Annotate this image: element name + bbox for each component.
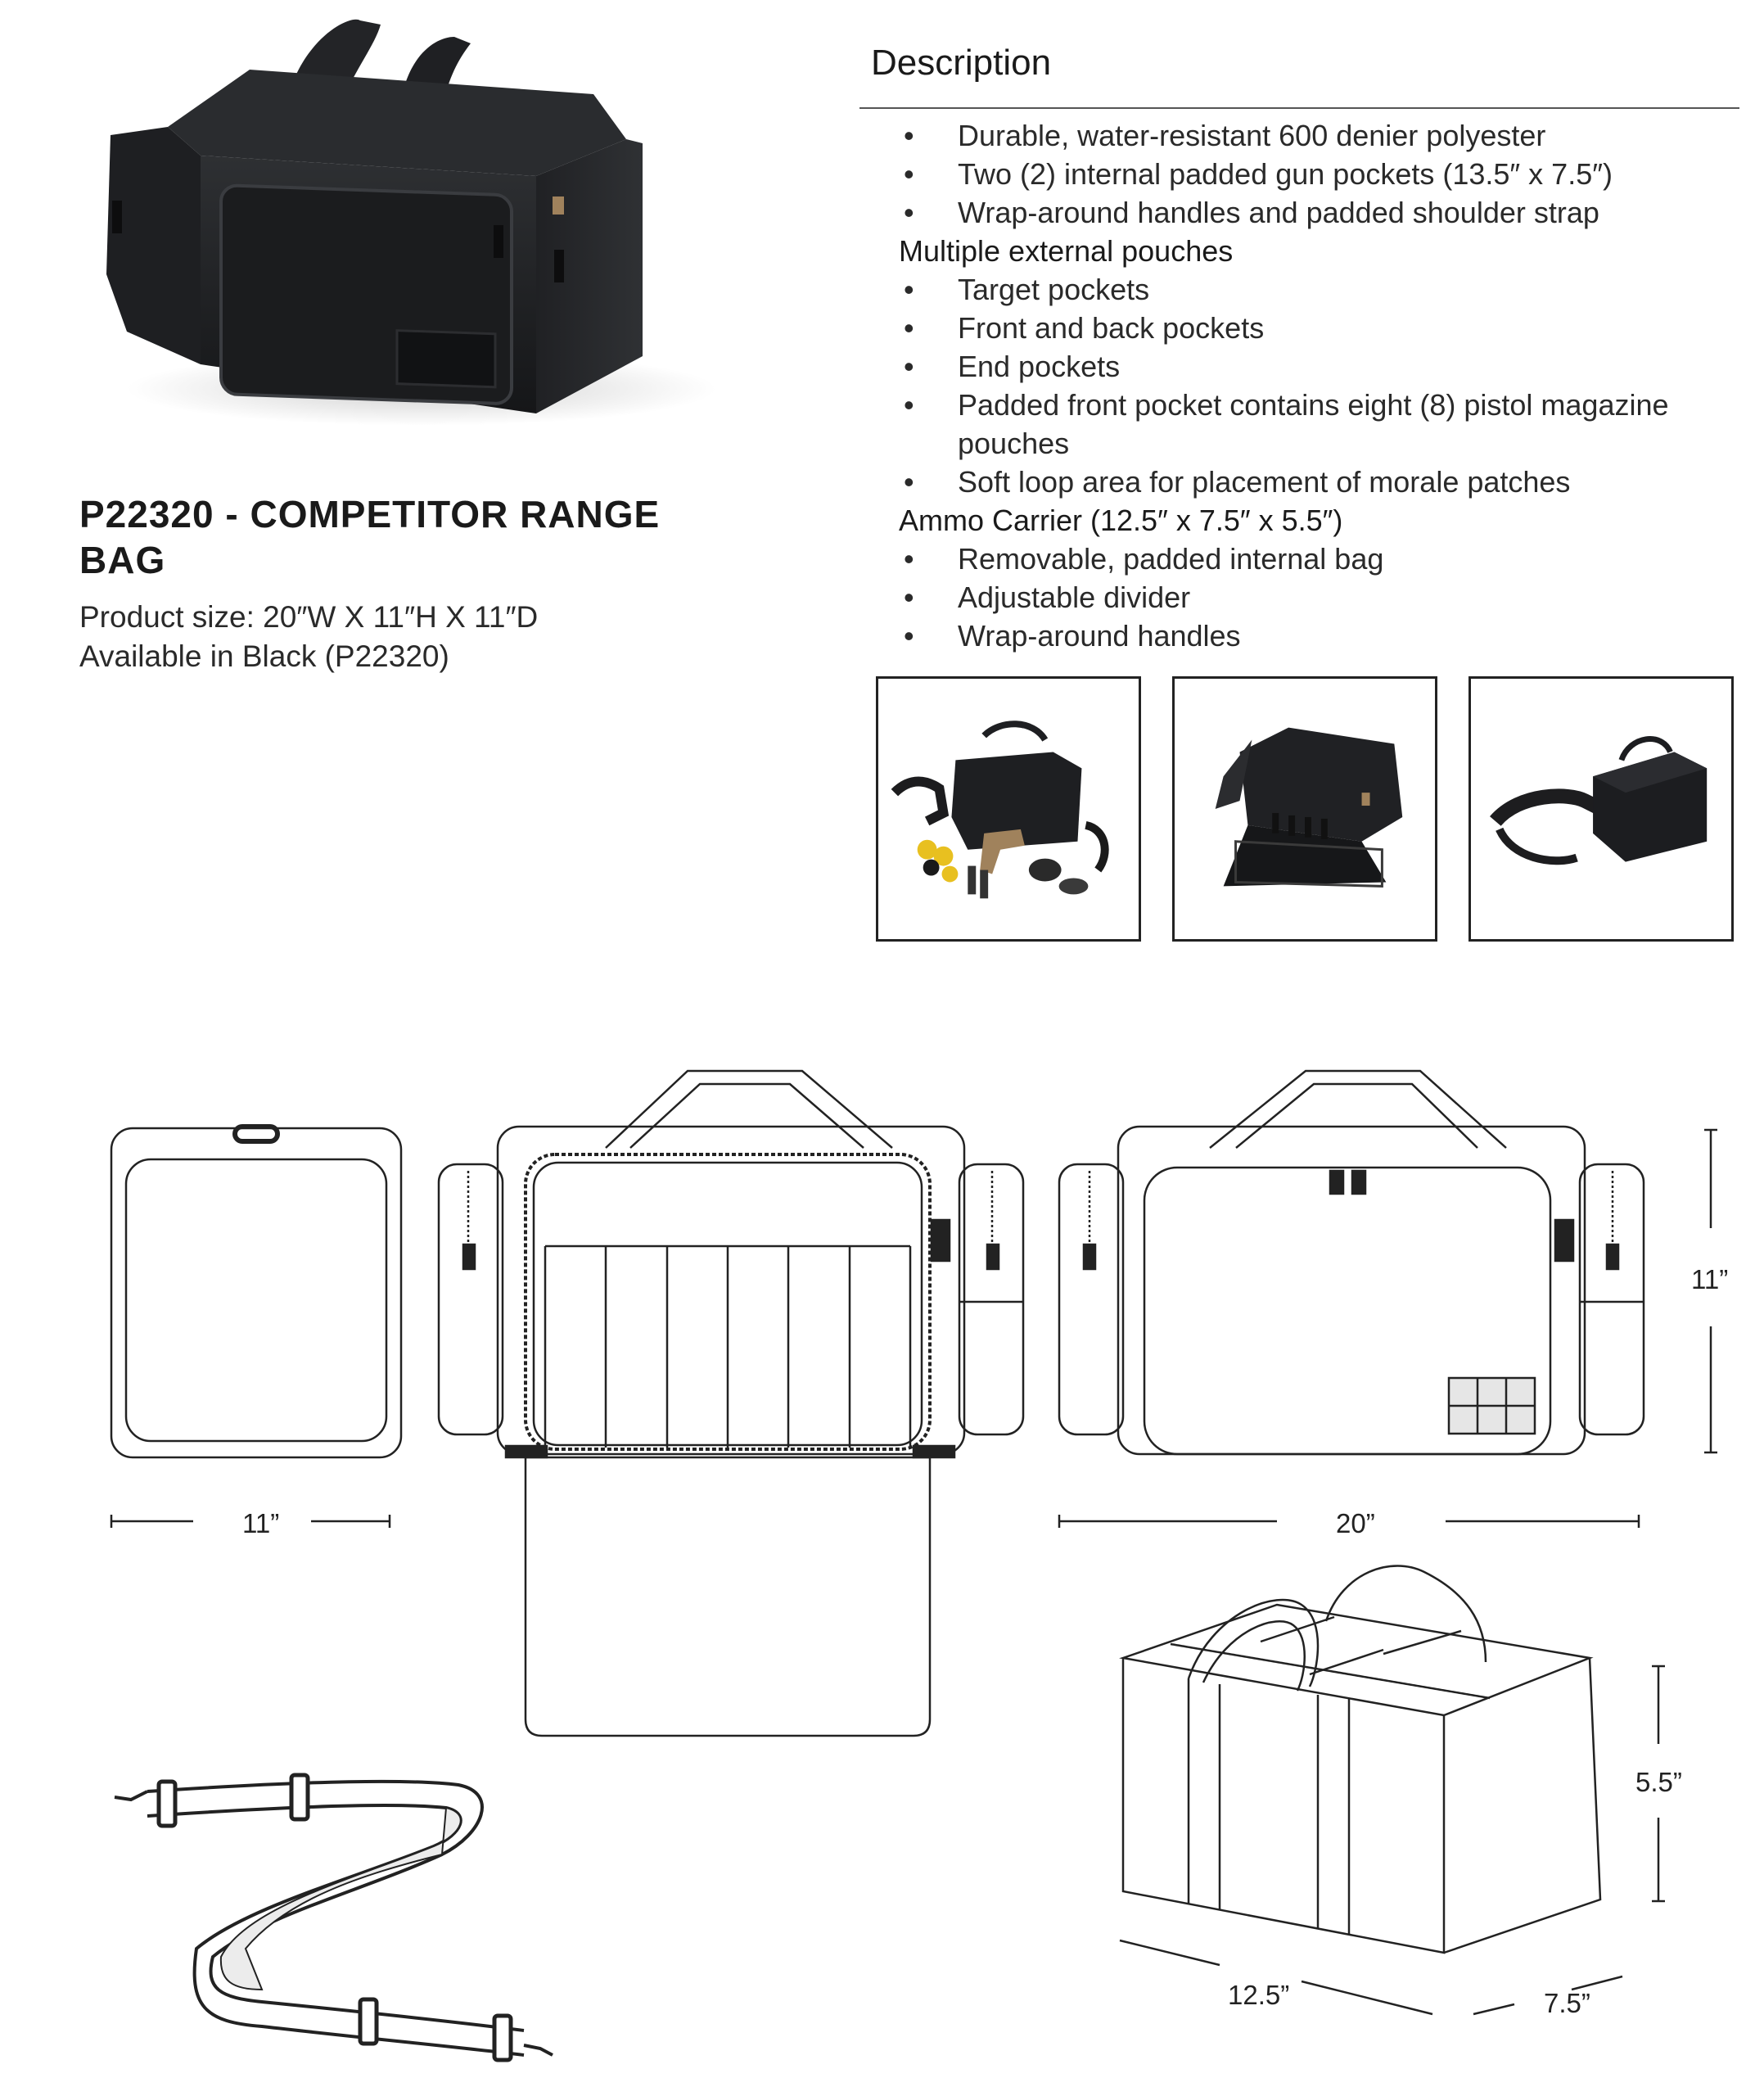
description-bullet-item [899,270,1717,309]
description-item-text: Soft loop area for placement of morale patches [958,465,1571,499]
description-subheading [899,501,1717,540]
front-closed-view-drawing [1059,1071,1644,1454]
bullet-icon: • [904,619,914,653]
bullet-icon: • [904,196,914,229]
shoulder-strap-drawing [115,1775,553,2060]
thumbnail-accessories [876,676,1141,942]
description-item-text: Target pockets [958,273,1150,306]
side-view-drawing [111,1127,401,1457]
bullet-icon: • [904,580,914,614]
bullet-icon: • [904,311,914,345]
bullet-icon: • [904,157,914,191]
dimension-ammo-height: 5.5” [1635,1767,1682,1797]
description-bullet-item [899,386,1717,424]
description-bullet-item [899,309,1717,347]
description-subheading [899,232,1717,270]
strap-ammo-image [1471,679,1731,939]
thumbnail-open-bag [1172,676,1437,942]
bullet-icon: • [904,273,914,306]
description-item-text: Wrap-around handles and padded shoulder strap [958,196,1599,229]
description-item-text: Ammo Carrier (12.5″ x 7.5″ x 5.5″) [899,504,1343,537]
ammo-carrier-drawing [1123,1566,1600,1954]
accessories-image [878,679,1139,939]
description-item-text: pouches [958,427,1070,460]
description-item-text: Removable, padded internal bag [958,542,1384,576]
description-item-text: Multiple external pouches [899,234,1234,268]
bag-photo [78,4,716,438]
dimension-ammo-depth: 7.5” [1544,1988,1590,2018]
product-specs [79,598,538,676]
technical-drawings [0,1048,1764,2096]
description-item-text: Durable, water-resistant 600 denier polyester [958,119,1546,152]
description-bullet-item [899,193,1717,232]
thumbnail-strap-ammo [1468,676,1734,942]
description-item-text: Wrap-around handles [958,619,1241,653]
description-bullet-item [899,540,1717,578]
description-divider [859,107,1739,109]
front-open-view-drawing [439,1071,1023,1736]
description-bullet-item [899,347,1717,386]
bullet-icon: • [904,388,914,422]
description-item-text: End pockets [958,350,1121,383]
description-bullet-item [899,578,1717,617]
bullet-icon: • [904,542,914,576]
product-title [79,491,702,583]
dimension-ammo-length: 12.5” [1228,1980,1290,2010]
open-bag-image [1175,679,1435,939]
product-size: Product size: 20″W X 11″H X 11″D [79,600,539,634]
description-list [899,116,1717,655]
dimension-side-width: 11” [242,1508,280,1538]
description-bullet-item [899,617,1717,655]
description-item-text: Adjustable divider [958,580,1191,614]
product-title-line2: BAG [79,539,166,581]
description-item-text: Two (2) internal padded gun pockets (13.5″ x 7.5″) [958,157,1613,191]
bullet-icon: • [904,350,914,383]
dimension-height: 11” [1691,1264,1729,1294]
description-bullet-item [899,116,1717,155]
bullet-icon: • [904,119,914,152]
description-bullet-item [899,155,1717,193]
product-availability: Available in Black (P22320) [79,639,449,673]
description-item-text: Padded front pocket contains eight (8) pistol magazine [958,388,1669,422]
product-title-line1: P22320 - COMPETITOR RANGE [79,493,661,535]
bullet-icon: • [904,465,914,499]
dimension-front-width: 20” [1336,1508,1375,1538]
description-bullet-item [899,463,1717,501]
description-bullet-item [899,424,1717,463]
description-item-text: Front and back pockets [958,311,1265,345]
description-title: Description [871,43,1052,83]
